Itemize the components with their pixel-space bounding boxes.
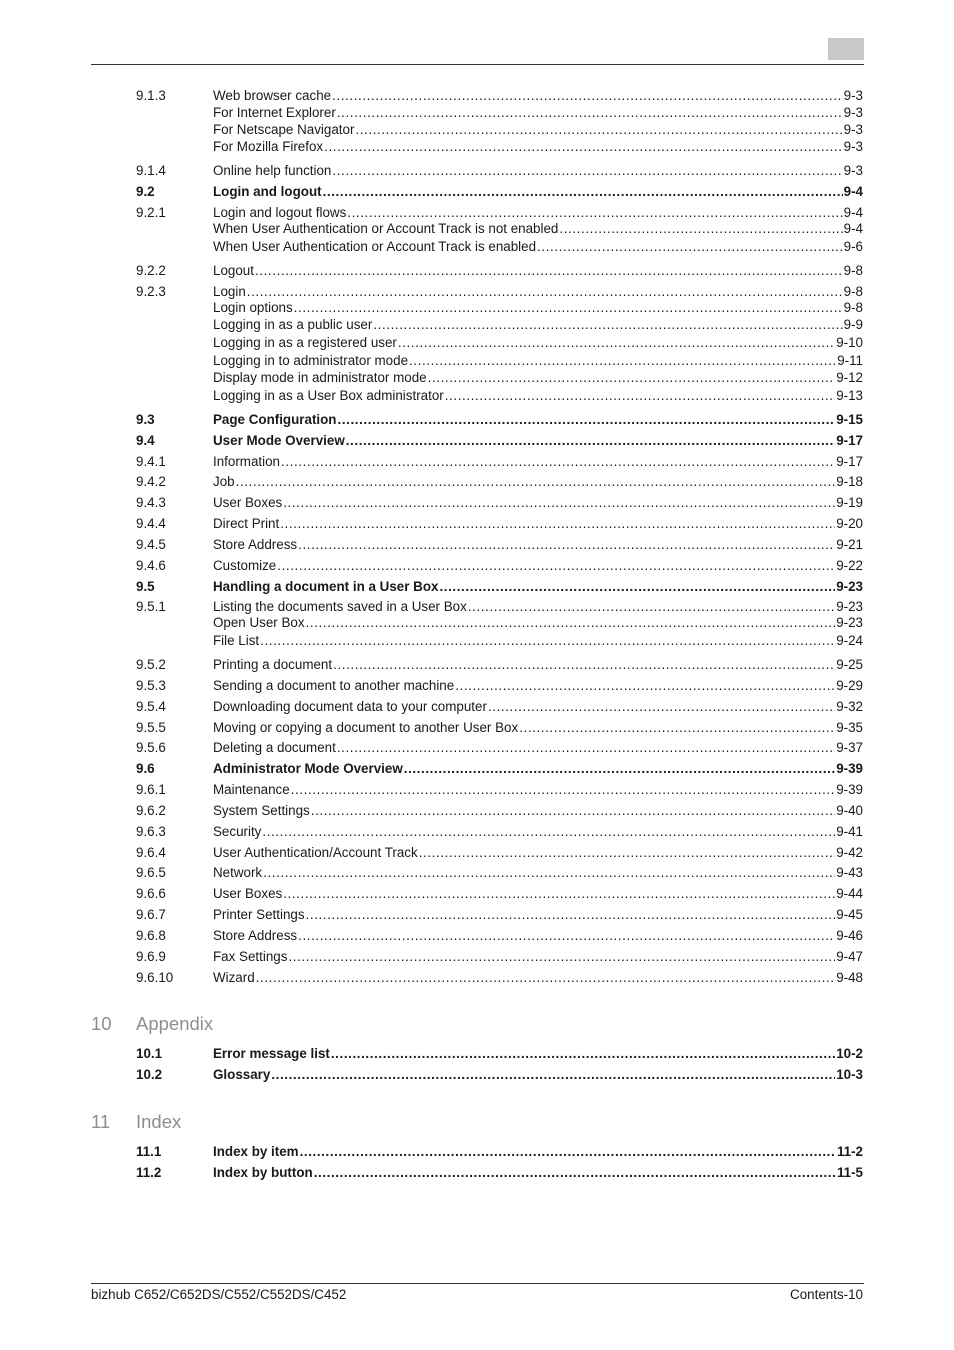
dot-leader xyxy=(397,334,835,351)
dot-leader xyxy=(290,781,836,798)
toc-entry[interactable] xyxy=(136,494,863,511)
toc-entry[interactable] xyxy=(136,183,863,200)
dot-leader xyxy=(487,698,835,715)
toc-entry-number: 9.2.2 xyxy=(136,263,166,278)
toc-entry-title: Logging in to administrator mode xyxy=(213,353,409,368)
toc-entry[interactable] xyxy=(136,698,863,715)
toc-entry-page: 10-3 xyxy=(836,1067,863,1082)
toc-entry[interactable] xyxy=(136,87,863,104)
toc-entry-page: 11-5 xyxy=(836,1165,863,1180)
toc-entry[interactable] xyxy=(136,739,863,756)
toc-entry-page: 9-23 xyxy=(836,615,863,630)
dot-leader xyxy=(305,906,836,923)
dot-leader xyxy=(259,632,835,649)
toc-entry-line xyxy=(213,677,863,694)
toc-entry-line xyxy=(213,578,863,595)
toc-entry-page: 9-8 xyxy=(843,300,863,315)
toc-entry-line xyxy=(213,632,863,649)
toc-entry-page: 9-17 xyxy=(836,454,863,469)
dot-leader xyxy=(331,87,843,104)
toc-entry[interactable] xyxy=(136,823,863,840)
toc-entry-number: 10.2 xyxy=(136,1067,163,1082)
toc-entry[interactable] xyxy=(136,906,863,923)
toc-entry[interactable] xyxy=(136,411,863,428)
toc-entry[interactable] xyxy=(136,453,863,470)
dot-leader xyxy=(254,262,843,279)
chapter-number: 10 xyxy=(91,1013,112,1034)
toc-entry-page: 9-23 xyxy=(836,579,863,594)
toc-entry-number: 9.6.9 xyxy=(136,949,166,964)
toc-entry[interactable] xyxy=(136,614,863,631)
toc-entry-page: 9-10 xyxy=(836,335,863,350)
toc-entry-page: 9-4 xyxy=(843,184,863,199)
toc-entry-number: 9.4.1 xyxy=(136,454,166,469)
toc-entry-page: 9-43 xyxy=(836,865,863,880)
toc-entry-number: 9.4.4 xyxy=(136,516,166,531)
toc-entry-page: 9-17 xyxy=(836,433,863,448)
dot-leader xyxy=(297,927,835,944)
toc-entry-page: 9-40 xyxy=(836,803,863,818)
toc-entry-line xyxy=(213,283,863,300)
toc-entry-number: 9.4 xyxy=(136,433,155,448)
toc-entry-page: 9-25 xyxy=(836,657,863,672)
toc-entry-title: Downloading document data to your computer xyxy=(213,699,487,714)
toc-entry[interactable] xyxy=(136,316,863,333)
toc-entry[interactable] xyxy=(136,1045,863,1062)
toc-entry-number: 9.4.5 xyxy=(136,537,166,552)
dot-leader xyxy=(337,411,836,428)
toc-entry-line xyxy=(213,334,863,351)
toc-entry-title: Index by button xyxy=(213,1165,313,1180)
toc-entry-number: 9.4.6 xyxy=(136,558,166,573)
toc-entry-number: 9.6.6 xyxy=(136,886,166,901)
toc-entry-page: 9-32 xyxy=(836,699,863,714)
toc-entry-line xyxy=(213,515,863,532)
toc-entry-number: 9.1.4 xyxy=(136,163,166,178)
toc-entry[interactable] xyxy=(136,844,863,861)
toc-entry-title: Job xyxy=(213,474,235,489)
toc-entry-number: 9.5.2 xyxy=(136,657,166,672)
toc-entry-line xyxy=(213,1143,863,1160)
dot-leader xyxy=(322,183,843,200)
toc-entry-line xyxy=(213,299,863,316)
toc-entry[interactable] xyxy=(136,138,863,155)
toc-entry-title: User Boxes xyxy=(213,886,283,901)
toc-entry-line xyxy=(213,220,863,237)
toc-entry-page: 9-41 xyxy=(836,824,863,839)
toc-entry-title: Direct Print xyxy=(213,516,280,531)
dot-leader xyxy=(330,1045,835,1062)
toc-entry-page: 9-37 xyxy=(836,740,863,755)
dot-leader xyxy=(454,677,835,694)
chapter-number: 11 xyxy=(91,1111,111,1132)
toc-entry-number: 9.6.10 xyxy=(136,970,174,985)
toc-entry-title: User Authentication/Account Track xyxy=(213,845,418,860)
toc-entry-number: 9.3 xyxy=(136,412,155,427)
toc-entry-line xyxy=(213,927,863,944)
toc-entry-line xyxy=(213,844,863,861)
toc-entry-line xyxy=(213,494,863,511)
toc-entry-title: Glossary xyxy=(213,1067,271,1082)
toc-entry[interactable] xyxy=(136,802,863,819)
toc-entry-page: 9-8 xyxy=(843,284,863,299)
toc-entry-number: 9.6.1 xyxy=(136,782,166,797)
toc-entry-number: 9.5 xyxy=(136,579,155,594)
dot-leader xyxy=(305,614,836,631)
toc-entry[interactable] xyxy=(136,220,863,237)
toc-entry-title: Network xyxy=(213,865,263,880)
toc-entry-page: 9-21 xyxy=(836,537,863,552)
toc-entry-line xyxy=(213,238,863,255)
toc-entry-line xyxy=(213,760,863,777)
toc-entry-line xyxy=(213,1066,863,1083)
toc-entry-number: 11.1 xyxy=(136,1144,162,1159)
toc-entry-page: 9-29 xyxy=(836,678,863,693)
toc-entry-number: 11.2 xyxy=(136,1165,162,1180)
toc-entry-line xyxy=(213,262,863,279)
toc-entry-page: 9-22 xyxy=(836,558,863,573)
toc-entry-page: 9-12 xyxy=(836,370,863,385)
toc-entry-line xyxy=(213,885,863,902)
dot-leader xyxy=(246,283,843,300)
dot-leader xyxy=(354,121,842,138)
toc-entry-line xyxy=(213,369,863,386)
toc-entry-title: Logout xyxy=(213,263,254,278)
toc-entry-title: Security xyxy=(213,824,262,839)
dot-leader xyxy=(280,453,835,470)
toc-entry[interactable] xyxy=(136,969,863,986)
chapter-title: Index xyxy=(136,1111,182,1132)
toc-entry-page: 9-15 xyxy=(836,412,863,427)
toc-entry-title: User Mode Overview xyxy=(213,433,345,448)
toc-entry-title: User Boxes xyxy=(213,495,283,510)
toc-entry[interactable] xyxy=(136,632,863,649)
toc-entry-title: Index by item xyxy=(213,1144,299,1159)
toc-entry-title: Login xyxy=(213,284,246,299)
toc-entry-title: System Settings xyxy=(213,803,310,818)
toc-entry-title: Moving or copying a document to another User Box xyxy=(213,720,519,735)
toc-entry-number: 9.2.1 xyxy=(136,205,166,220)
toc-entry-page: 9-3 xyxy=(843,105,863,120)
footer-product-name: bizhub C652/C652DS/C552/C552DS/C452 xyxy=(91,1287,347,1302)
toc-entry-page: 9-42 xyxy=(836,845,863,860)
toc-entry-line xyxy=(213,656,863,673)
toc-entry[interactable] xyxy=(136,927,863,944)
toc-entry-page: 9-3 xyxy=(843,163,863,178)
toc-entry-title: When User Authentication or Account Track is enabled xyxy=(213,239,537,254)
toc-entry-line xyxy=(213,802,863,819)
dot-leader xyxy=(323,138,843,155)
dot-leader xyxy=(235,473,836,490)
dot-leader xyxy=(331,162,842,179)
toc-entry-page: 9-23 xyxy=(836,599,863,614)
toc-entry-title: Listing the documents saved in a User Box xyxy=(213,599,467,614)
toc-entry[interactable] xyxy=(136,677,863,694)
dot-leader xyxy=(336,104,843,121)
toc-entry-line xyxy=(213,1045,863,1062)
toc-entry-title: File List xyxy=(213,633,260,648)
toc-entry-number: 9.2 xyxy=(136,184,155,199)
toc-entry-page: 9-20 xyxy=(836,516,863,531)
toc-entry[interactable] xyxy=(136,1066,863,1083)
toc-entry-line xyxy=(213,719,863,736)
dot-leader xyxy=(345,432,835,449)
dot-leader xyxy=(282,494,835,511)
toc-entry-title: Wizard xyxy=(213,970,255,985)
dot-leader xyxy=(297,536,835,553)
toc-entry[interactable] xyxy=(136,760,863,777)
toc-entry-title: Information xyxy=(213,454,280,469)
toc-entry-title: Printer Settings xyxy=(213,907,305,922)
toc-entry-line xyxy=(213,1164,863,1181)
toc-entry-page: 9-35 xyxy=(836,720,863,735)
toc-entry-line xyxy=(213,557,863,574)
toc-entry-page: 9-39 xyxy=(836,782,863,797)
dot-leader xyxy=(438,578,835,595)
toc-entry-number: 9.6.4 xyxy=(136,845,166,860)
toc-entry-number: 10.1 xyxy=(136,1046,163,1061)
dot-leader xyxy=(313,1164,836,1181)
dot-leader xyxy=(408,352,836,369)
toc-entry-line xyxy=(213,453,863,470)
toc-entry-number: 9.5.1 xyxy=(136,599,166,614)
toc-entry-page: 9-4 xyxy=(843,205,863,220)
toc-entry[interactable] xyxy=(136,121,863,138)
toc-entry[interactable] xyxy=(136,334,863,351)
toc-entry[interactable] xyxy=(136,1164,863,1181)
toc-entry[interactable] xyxy=(136,204,863,221)
toc-entry-number: 9.6.3 xyxy=(136,824,166,839)
toc-entry-page: 9-3 xyxy=(843,139,863,154)
toc-entry-title: Open User Box xyxy=(213,615,305,630)
toc-entry[interactable] xyxy=(136,299,863,316)
toc-entry[interactable] xyxy=(136,238,863,255)
toc-entry[interactable] xyxy=(136,262,863,279)
toc-entry-line xyxy=(213,823,863,840)
dot-leader xyxy=(276,557,835,574)
toc-entry-title: Printing a document xyxy=(213,657,333,672)
toc-entry-title: Error message list xyxy=(213,1046,330,1061)
toc-entry-line xyxy=(213,411,863,428)
toc-entry[interactable] xyxy=(136,473,863,490)
toc-entry-number: 9.1.3 xyxy=(136,88,166,103)
toc-entry-title: Deleting a document xyxy=(213,740,336,755)
dot-leader xyxy=(262,864,835,881)
dot-leader xyxy=(558,220,842,237)
dot-leader xyxy=(261,823,835,840)
toc-entry-title: For Netscape Navigator xyxy=(213,122,355,137)
dot-leader xyxy=(279,515,835,532)
toc-entry-number: 9.4.2 xyxy=(136,474,166,489)
toc-entry-number: 9.5.4 xyxy=(136,699,166,714)
dot-leader xyxy=(310,802,835,819)
toc-entry[interactable] xyxy=(136,387,863,404)
toc-entry[interactable] xyxy=(136,781,863,798)
toc-entry-page: 9-4 xyxy=(843,221,863,236)
toc-entry-number: 9.5.3 xyxy=(136,678,166,693)
toc-entry-number: 9.5.5 xyxy=(136,720,166,735)
toc-entry-page: 9-48 xyxy=(836,970,863,985)
toc-entry-number: 9.2.3 xyxy=(136,284,166,299)
toc-entry-page: 9-3 xyxy=(843,122,863,137)
toc-entry-page: 9-6 xyxy=(843,239,863,254)
toc-entry[interactable] xyxy=(136,536,863,553)
toc-entry[interactable] xyxy=(136,104,863,121)
toc-entry-line xyxy=(213,969,863,986)
toc-entry-line xyxy=(213,316,863,333)
toc-entry-line xyxy=(213,598,863,615)
toc-entry[interactable] xyxy=(136,598,863,615)
toc-entry-line xyxy=(213,121,863,138)
dot-leader xyxy=(332,656,835,673)
toc-entry-line xyxy=(213,204,863,221)
toc-entry-number: 9.6.8 xyxy=(136,928,166,943)
toc-entry-title: Handling a document in a User Box xyxy=(213,579,439,594)
toc-entry-line xyxy=(213,138,863,155)
toc-entry-number: 9.4.3 xyxy=(136,495,166,510)
toc-entry-page: 9-18 xyxy=(836,474,863,489)
chapter-title: Appendix xyxy=(136,1013,214,1034)
toc-entry-title: Logging in as a registered user xyxy=(213,335,397,350)
dot-leader xyxy=(427,369,836,386)
toc-entry[interactable] xyxy=(136,656,863,673)
toc-entry-title: Store Address xyxy=(213,928,298,943)
toc-entry-line xyxy=(213,739,863,756)
toc-entry-line xyxy=(213,104,863,121)
toc-entry-page: 9-8 xyxy=(843,263,863,278)
toc-entry[interactable] xyxy=(136,515,863,532)
dot-leader xyxy=(287,948,835,965)
dot-leader xyxy=(444,387,835,404)
toc-entry[interactable] xyxy=(136,557,863,574)
toc-entry-title: Administrator Mode Overview xyxy=(213,761,403,776)
toc-entry-title: Logging in as a User Box administrator xyxy=(213,388,444,403)
toc-entry-page: 9-11 xyxy=(837,353,863,368)
toc-entry-line xyxy=(213,614,863,631)
toc-entry-page: 9-47 xyxy=(836,949,863,964)
toc-entry-title: For Internet Explorer xyxy=(213,105,336,120)
toc-entry-title: Logging in as a public user xyxy=(213,317,373,332)
toc-entry-number: 9.6 xyxy=(136,761,155,776)
toc-entry-number: 9.5.6 xyxy=(136,740,166,755)
dot-leader xyxy=(299,1143,836,1160)
toc-entry-title: Customize xyxy=(213,558,277,573)
toc-entry[interactable] xyxy=(136,885,863,902)
toc-entry-line xyxy=(213,432,863,449)
dot-leader xyxy=(403,760,835,777)
dot-leader xyxy=(346,204,842,221)
toc-entry-number: 9.6.2 xyxy=(136,803,166,818)
toc-entry[interactable] xyxy=(136,283,863,300)
toc-entry[interactable] xyxy=(136,1143,863,1160)
toc-entry-number: 9.6.7 xyxy=(136,907,166,922)
toc-entry[interactable] xyxy=(136,369,863,386)
toc-entry[interactable] xyxy=(136,864,863,881)
toc-entry-line xyxy=(213,536,863,553)
toc-entry[interactable] xyxy=(136,719,863,736)
toc-entry-title: Web browser cache xyxy=(213,88,332,103)
toc-entry-title: Store Address xyxy=(213,537,298,552)
dot-leader xyxy=(282,885,835,902)
dot-leader xyxy=(518,719,835,736)
toc-entry-title: For Mozilla Firefox xyxy=(213,139,324,154)
toc-entry-line xyxy=(213,387,863,404)
dot-leader xyxy=(418,844,836,861)
toc-entry-line xyxy=(213,906,863,923)
dot-leader xyxy=(536,238,843,255)
toc-entry-line xyxy=(213,781,863,798)
toc-entry[interactable] xyxy=(136,352,863,369)
toc-entry-number: 9.6.5 xyxy=(136,865,166,880)
dot-leader xyxy=(255,969,836,986)
toc-entry[interactable] xyxy=(136,162,863,179)
toc-entry-title: Page Configuration xyxy=(213,412,337,427)
toc-entry-title: Online help function xyxy=(213,163,332,178)
toc-entry[interactable] xyxy=(136,578,863,595)
toc-entry-line xyxy=(213,183,863,200)
dot-leader xyxy=(372,316,842,333)
toc-entry-page: 11-2 xyxy=(836,1144,863,1159)
toc-entry-line xyxy=(213,864,863,881)
toc-entry-page: 9-45 xyxy=(836,907,863,922)
toc-entry-line xyxy=(213,352,863,369)
toc-entry[interactable] xyxy=(136,948,863,965)
toc-entry-title: When User Authentication or Account Track is not enabled xyxy=(213,221,559,236)
footer-page-label: Contents-10 xyxy=(790,1287,863,1302)
toc-entry-line xyxy=(213,473,863,490)
toc-entry-page: 9-3 xyxy=(843,88,863,103)
toc-entry-line xyxy=(213,698,863,715)
toc-entry-line xyxy=(213,87,863,104)
toc-entry-page: 9-24 xyxy=(836,633,863,648)
dot-leader xyxy=(270,1066,835,1083)
toc-entry-page: 9-9 xyxy=(843,317,863,332)
toc-entry-title: Login and logout xyxy=(213,184,322,199)
footer-rule xyxy=(91,1283,864,1284)
toc-entry[interactable] xyxy=(136,432,863,449)
toc-entry-page: 9-46 xyxy=(836,928,863,943)
toc-entry-title: Sending a document to another machine xyxy=(213,678,455,693)
dot-leader xyxy=(336,739,835,756)
toc-entry-page: 9-13 xyxy=(836,388,863,403)
dot-leader xyxy=(467,598,835,615)
toc-entry-page: 10-2 xyxy=(836,1046,863,1061)
toc-entry-line xyxy=(213,162,863,179)
dot-leader xyxy=(293,299,843,316)
toc-entry-page: 9-44 xyxy=(836,886,863,901)
toc-entry-line xyxy=(213,948,863,965)
toc-entry-page: 9-19 xyxy=(836,495,863,510)
toc-entry-title: Login options xyxy=(213,300,293,315)
toc-entry-title: Maintenance xyxy=(213,782,290,797)
toc-entry-title: Display mode in administrator mode xyxy=(213,370,427,385)
toc-entry-page: 9-39 xyxy=(836,761,863,776)
toc-entry-title: Fax Settings xyxy=(213,949,288,964)
toc-entry-title: Login and logout flows xyxy=(213,205,347,220)
